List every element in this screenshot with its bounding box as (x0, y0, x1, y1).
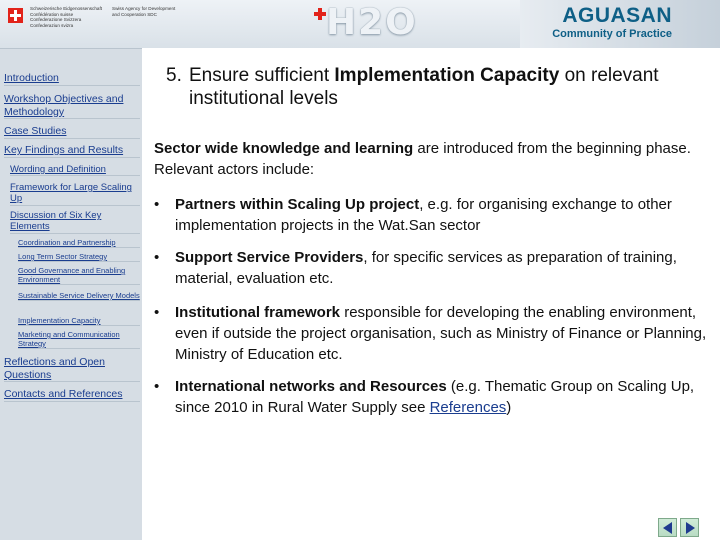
slide-content: 5. Ensure sufficient Implementation Capacity on relevant institutional levels Sector wide knowledge and learning are introduced from the beginning phase. Relevant actors include: • Partners within Scaling Up project, e.g. for organising exchange to other implementation projects in the Wat.San sector • Support Service Providers, for specific services as preparation of training, material, evaluation etc. • Institutional framework responsible for developing the enabling environment, even if outside the project organisation, such as Ministry of Finance or Planning, Ministry of Education etc. • International networks and Resources (e.g. Thematic Group on Scaling Up, since 2010 in Rural Water Supply see References) (142, 48, 720, 540)
swiss-flag-icon (8, 8, 23, 23)
sidebar-item-long-term-strategy[interactable]: Long Term Sector Strategy (18, 252, 140, 262)
sidebar-item-contacts-references[interactable]: Contacts and References (4, 388, 140, 402)
sidebar-item-case-studies[interactable]: Case Studies (4, 125, 140, 139)
title-number: 5. (166, 65, 182, 86)
sidebar-item-wording-definition[interactable]: Wording and Definition (10, 164, 140, 176)
bullet-icon: • (154, 378, 160, 395)
intro-paragraph: Sector wide knowledge and learning are introduced from the beginning phase. Relevant actors include: (154, 140, 691, 178)
swiss-administration-text: Schweizerische Eidgenossenschaft Confédération suisse Confederazione Svizzera Confederaziun svizra (30, 6, 103, 28)
bullet-icon: • (154, 196, 160, 213)
header (0, 0, 720, 49)
previous-arrow-icon[interactable] (658, 518, 677, 537)
sidebar-item-coordination-partnership[interactable]: Coordination and Partnership (18, 238, 140, 248)
aguasan-logo (520, 0, 720, 48)
brand-subtitle: Community of Practice (552, 28, 672, 40)
next-arrow-icon[interactable] (680, 518, 699, 537)
sidebar-item-workshop-objectives[interactable]: Workshop Objectives and Methodology (4, 93, 140, 119)
sidebar-item-service-delivery[interactable]: Sustainable Service Delivery Models (18, 291, 140, 300)
sidebar-item-marketing-strategy[interactable]: Marketing and Communication Strategy (18, 330, 140, 349)
sidebar-item-key-findings[interactable]: Key Findings and Results (4, 144, 140, 158)
h2o-logo (308, 2, 420, 46)
sdc-agency-text: Swiss Agency for Development and Cooperation SDC (112, 6, 176, 17)
bullet-icon: • (154, 304, 160, 321)
title-text: Ensure sufficient Implementation Capacity on relevant institutional levels (189, 65, 659, 109)
brand-title: AGUASAN (562, 4, 672, 27)
sidebar-navigation (0, 60, 142, 540)
sidebar-item-implementation-capacity[interactable]: Implementation Capacity (18, 316, 140, 326)
swiss-cross-icon (314, 8, 326, 20)
sidebar-item-framework-scaling-up[interactable]: Framework for Large Scaling Up (10, 182, 140, 206)
h2o-logo-text: H2O (326, 2, 418, 43)
sidebar-item-introduction[interactable]: Introduction (4, 72, 140, 86)
references-link[interactable]: References (429, 399, 507, 416)
bullet-icon: • (154, 249, 160, 266)
sidebar-item-good-governance[interactable]: Good Governance and Enabling Environment (18, 266, 140, 285)
sidebar-item-reflections[interactable]: Reflections and Open Questions (4, 356, 140, 382)
sidebar-item-discussion-six-key[interactable]: Discussion of Six Key Elements (10, 210, 140, 234)
